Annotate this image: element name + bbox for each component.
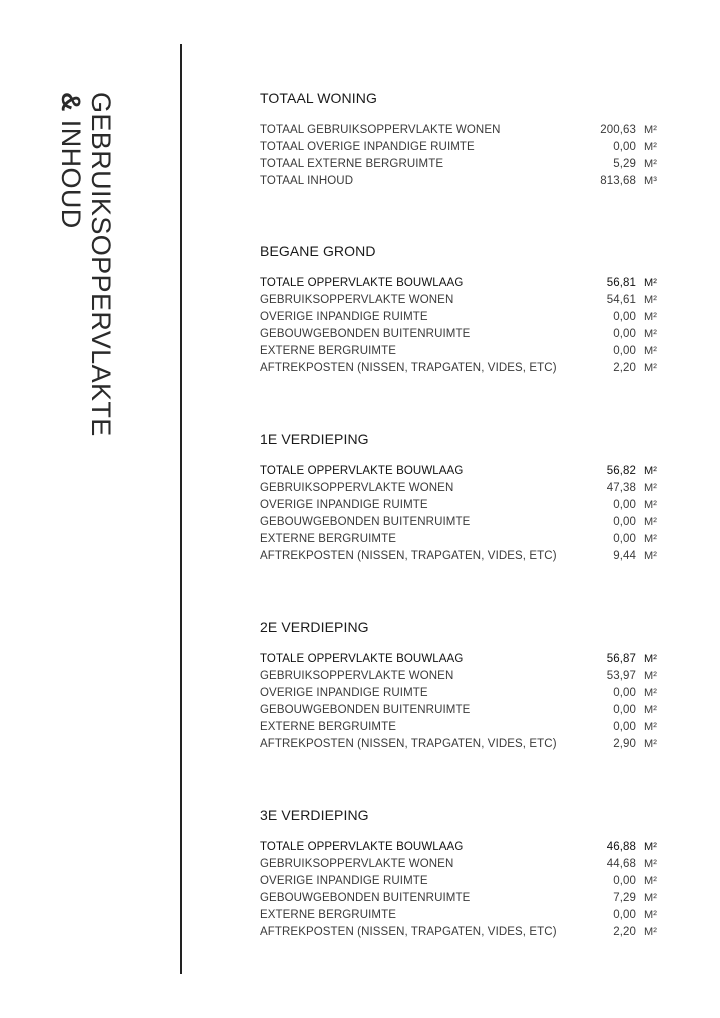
row-unit: M² <box>643 858 657 870</box>
row-value: 9,44 <box>613 550 636 562</box>
table-row <box>260 514 660 531</box>
row-value: 0,00 <box>613 345 636 357</box>
row-label: EXTERNE BERGRUIMTE <box>260 909 396 921</box>
table-row <box>260 156 660 173</box>
row-value: 200,63 <box>600 124 636 136</box>
page-title-line2-text: INHOUD <box>56 111 86 229</box>
row-value: 53,97 <box>606 670 636 682</box>
row-value: 56,87 <box>606 653 636 665</box>
row-unit: M² <box>643 687 657 699</box>
row-value: 2,20 <box>613 926 636 938</box>
row-label: OVERIGE INPANDIGE RUIMTE <box>260 311 428 323</box>
table-row <box>260 531 660 548</box>
row-label: AFTREKPOSTEN (NISSEN, TRAPGATEN, VIDES, ETC) <box>260 550 557 562</box>
row-unit: M² <box>643 311 657 323</box>
row-value: 0,00 <box>613 533 636 545</box>
row-label: TOTAAL INHOUD <box>260 175 354 187</box>
row-value: 0,00 <box>613 141 636 153</box>
row-value: 0,00 <box>613 516 636 528</box>
row-label: GEBOUWGEBONDEN BUITENRUIMTE <box>260 704 471 716</box>
table-row <box>260 275 660 292</box>
row-label: GEBRUIKSOPPERVLAKTE WONEN <box>260 482 454 494</box>
row-unit: M² <box>643 738 657 750</box>
table-row <box>260 326 660 343</box>
table-row <box>260 702 660 719</box>
row-unit: M² <box>643 892 657 904</box>
row-unit: M² <box>643 499 657 511</box>
row-value: 47,38 <box>606 482 636 494</box>
row-value: 0,00 <box>613 875 636 887</box>
vertical-divider <box>180 44 182 974</box>
row-value: 46,88 <box>606 841 636 853</box>
row-unit: M² <box>643 670 657 682</box>
table-row <box>260 480 660 497</box>
section-title: TOTAAL WONING <box>260 90 377 106</box>
table-row <box>260 907 660 924</box>
row-unit: M² <box>643 841 657 853</box>
row-label: EXTERNE BERGRUIMTE <box>260 721 396 733</box>
table-row <box>260 856 660 873</box>
row-label: TOTALE OPPERVLAKTE BOUWLAAG <box>260 841 464 853</box>
row-label: OVERIGE INPANDIGE RUIMTE <box>260 875 428 887</box>
row-unit: M² <box>643 277 657 289</box>
row-unit: M² <box>643 533 657 545</box>
row-value: 813,68 <box>600 175 636 187</box>
row-unit: M² <box>643 124 657 136</box>
row-value: 2,20 <box>613 362 636 374</box>
row-value: 0,00 <box>613 687 636 699</box>
section-title: 3E VERDIEPING <box>260 807 369 823</box>
row-unit: M² <box>643 926 657 938</box>
table-row <box>260 736 660 753</box>
row-unit: M² <box>643 362 657 374</box>
section-totaal-woning <box>260 88 660 190</box>
row-value: 0,00 <box>613 721 636 733</box>
row-label: GEBRUIKSOPPERVLAKTE WONEN <box>260 858 454 870</box>
row-unit: M² <box>643 550 657 562</box>
row-value: 0,00 <box>613 909 636 921</box>
row-value: 7,29 <box>613 892 636 904</box>
row-value: 5,29 <box>613 158 636 170</box>
row-value: 0,00 <box>613 704 636 716</box>
table-row <box>260 685 660 702</box>
table-row <box>260 719 660 736</box>
row-unit: M² <box>643 482 657 494</box>
row-value: 54,61 <box>606 294 636 306</box>
section-title: BEGANE GROND <box>260 243 376 259</box>
row-value: 0,00 <box>613 328 636 340</box>
table-row <box>260 360 660 377</box>
row-value: 0,00 <box>613 311 636 323</box>
row-value: 2,90 <box>613 738 636 750</box>
row-unit: M² <box>643 158 657 170</box>
section-title: 1E VERDIEPING <box>260 431 369 447</box>
row-label: TOTAAL GEBRUIKSOPPERVLAKTE WONEN <box>260 124 501 136</box>
table-row <box>260 343 660 360</box>
row-label: GEBOUWGEBONDEN BUITENRUIMTE <box>260 892 471 904</box>
section-title: 2E VERDIEPING <box>260 619 369 635</box>
row-label: GEBOUWGEBONDEN BUITENRUIMTE <box>260 328 471 340</box>
row-label: TOTALE OPPERVLAKTE BOUWLAAG <box>260 653 464 665</box>
row-unit: M² <box>643 516 657 528</box>
row-unit: M² <box>643 875 657 887</box>
row-label: AFTREKPOSTEN (NISSEN, TRAPGATEN, VIDES, ETC) <box>260 362 557 374</box>
ampersand: & <box>56 92 86 112</box>
row-label: TOTALE OPPERVLAKTE BOUWLAAG <box>260 465 464 477</box>
row-unit: M² <box>643 909 657 921</box>
row-label: OVERIGE INPANDIGE RUIMTE <box>260 499 428 511</box>
table-row <box>260 839 660 856</box>
row-label: AFTREKPOSTEN (NISSEN, TRAPGATEN, VIDES, ETC) <box>260 926 557 938</box>
row-label: GEBRUIKSOPPERVLAKTE WONEN <box>260 294 454 306</box>
row-unit: M² <box>643 328 657 340</box>
row-value: 0,00 <box>613 499 636 511</box>
table-row <box>260 309 660 326</box>
row-label: TOTALE OPPERVLAKTE BOUWLAAG <box>260 277 464 289</box>
row-label: TOTAAL EXTERNE BERGRUIMTE <box>260 158 444 170</box>
table-row <box>260 292 660 309</box>
section-2e-verdieping <box>260 617 660 753</box>
row-unit: M³ <box>643 175 657 187</box>
row-label: TOTAAL OVERIGE INPANDIGE RUIMTE <box>260 141 475 153</box>
row-label: OVERIGE INPANDIGE RUIMTE <box>260 687 428 699</box>
table-row <box>260 139 660 156</box>
row-label: EXTERNE BERGRUIMTE <box>260 345 396 357</box>
row-label: AFTREKPOSTEN (NISSEN, TRAPGATEN, VIDES, ETC) <box>260 738 557 750</box>
table-row <box>260 548 660 565</box>
section-3e-verdieping <box>260 805 660 941</box>
row-label: GEBRUIKSOPPERVLAKTE WONEN <box>260 670 454 682</box>
page-title-line2 <box>56 92 86 422</box>
table-row <box>260 463 660 480</box>
row-value: 56,82 <box>606 465 636 477</box>
row-label: EXTERNE BERGRUIMTE <box>260 533 396 545</box>
row-label: GEBOUWGEBONDEN BUITENRUIMTE <box>260 516 471 528</box>
table-row <box>260 668 660 685</box>
table-row <box>260 873 660 890</box>
row-unit: M² <box>643 653 657 665</box>
table-row <box>260 122 660 139</box>
row-unit: M² <box>643 141 657 153</box>
row-unit: M² <box>643 704 657 716</box>
area-table <box>260 88 660 941</box>
page-title-line1: GEBRUIKSOPPERVLAKTE <box>86 92 116 437</box>
row-unit: M² <box>643 345 657 357</box>
row-unit: M² <box>643 294 657 306</box>
page-title <box>50 92 116 437</box>
table-row <box>260 924 660 941</box>
table-row <box>260 497 660 514</box>
table-row <box>260 651 660 668</box>
row-unit: M² <box>643 465 657 477</box>
section-begane-grond <box>260 241 660 377</box>
table-row <box>260 890 660 907</box>
row-value: 44,68 <box>606 858 636 870</box>
table-row <box>260 173 660 190</box>
row-unit: M² <box>643 721 657 733</box>
section-1e-verdieping <box>260 429 660 565</box>
row-value: 56,81 <box>606 277 636 289</box>
